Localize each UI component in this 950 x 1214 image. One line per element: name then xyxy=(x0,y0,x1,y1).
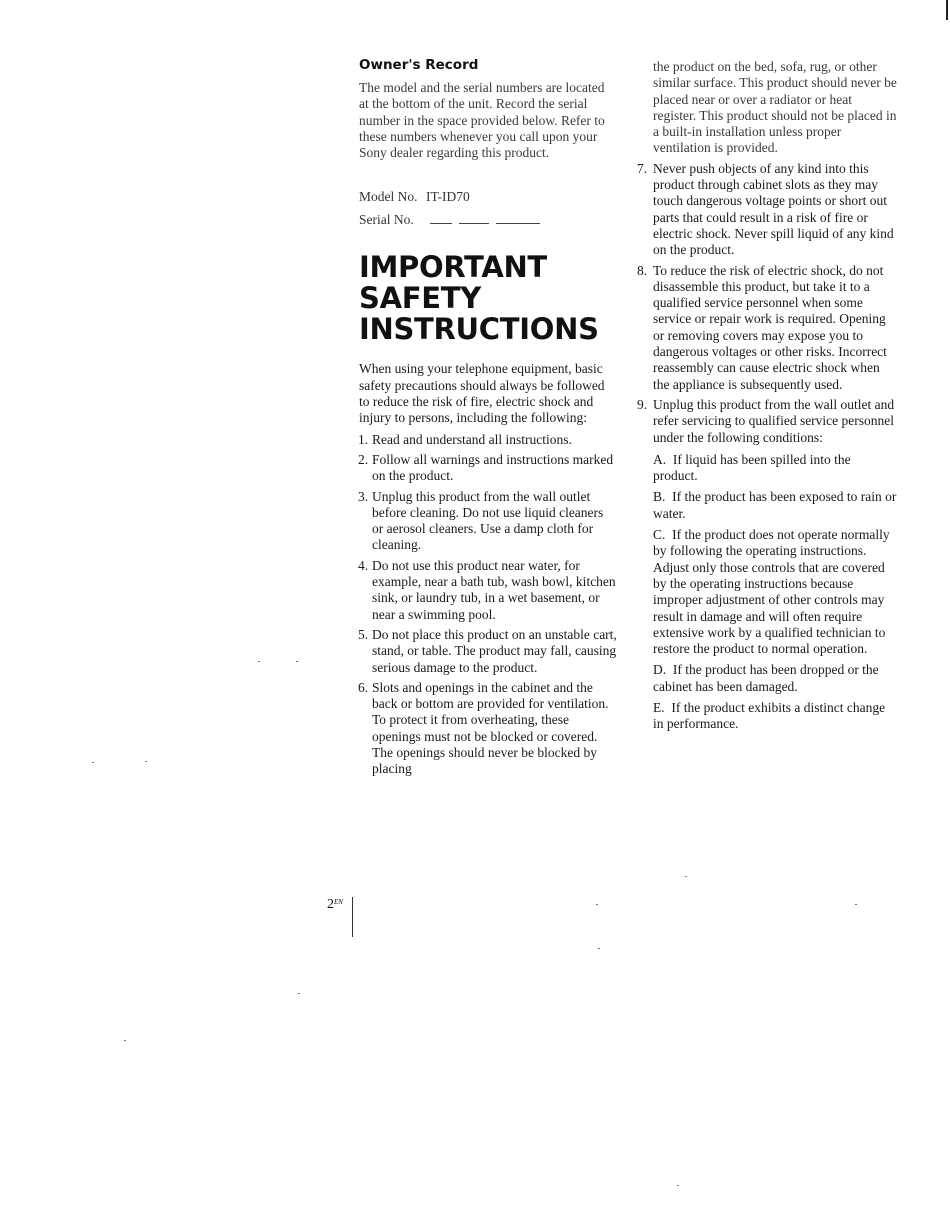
page-edge-mark xyxy=(946,0,948,20)
owners-record-paragraph: The model and the serial numbers are located at the bottom of the unit. Record the serial number in the space provided below. Refer to these numbers whenever you call upon your Sony dealer regarding this product. xyxy=(359,80,605,161)
owners-record-heading: Owner's Record xyxy=(359,57,479,73)
scan-speck xyxy=(298,993,300,994)
intro-paragraph: When using your telephone equipment, basic safety precautions should always be followed to reduce the risk of fire, electric shock and injury to persons, including the following: xyxy=(359,361,605,426)
instruction-item: 2. Follow all warnings and instructions marked on the product. xyxy=(358,451,614,484)
model-number-label: Model No. xyxy=(359,189,418,205)
page-number: $2^{EN}$ xyxy=(327,897,343,912)
instruction-item: 9. Unplug this product from the wall outlet and refer servicing to qualified service personnel under the following conditions: xyxy=(637,396,895,445)
serial-number-blank[interactable] xyxy=(430,212,540,224)
condition-item: C. If the product does not operate normally by following the operating instructions. Adjust only those controls that are covered by the operating instructions because improper adjustment of other controls may result in damage and will often require extensive work by a qualified technician to restore the product to normal operation. xyxy=(653,527,890,657)
instruction-item: 4. Do not use this product near water, for example, near a bath tub, wash bowl, kitchen sink, or laundry tub, in a wet basement, or near a swimming pool. xyxy=(358,557,616,622)
condition-item: A. If liquid has been spilled into the product. xyxy=(653,451,851,484)
page-language-suffix: EN xyxy=(334,898,343,906)
condition-item: E. If the product exhibits a distinct change in performance. xyxy=(653,699,886,732)
title-line-2: SAFETY xyxy=(359,281,481,316)
scan-speck xyxy=(677,1185,679,1186)
title-line-3: INSTRUCTIONS xyxy=(359,312,599,347)
serial-number-line xyxy=(359,212,617,228)
instruction-item: 7. Never push objects of any kind into this product through cabinet slots as they may touch dangerous voltage points or short out parts that could result in a risk of fire or electric shock. Never spill liquid of any kind on the product. xyxy=(637,160,894,258)
record-fields xyxy=(359,189,617,228)
scan-speck xyxy=(145,761,147,762)
instructions-list-left xyxy=(359,432,617,778)
instruction-item: 8. To reduce the risk of electric shock, do not disassemble this product, but take it to a qualified service personnel when some service or repair work is required. Opening or removing covers may expose you to dangerous voltages or other risks. Incorrect reassembly can cause electric shock when the appliance is subsequently used. xyxy=(637,262,887,392)
left-column xyxy=(359,57,617,782)
conditions-list xyxy=(637,452,897,733)
title-line-1: IMPORTANT xyxy=(359,250,547,285)
scan-speck xyxy=(92,762,94,763)
instructions-list-right xyxy=(637,161,897,446)
scan-speck xyxy=(296,661,298,662)
instruction-item: 5. Do not place this product on an unstable cart, stand, or table. The product may fall, causing serious damage to the product. xyxy=(358,626,617,675)
model-number-line xyxy=(359,189,617,205)
item-6-continuation: the product on the bed, sofa, rug, or other similar surface. This product should never be placed near or over a radiator or heat register. This product should not be placed in a built-in installation unless proper ventilation is provided. xyxy=(653,59,897,156)
scan-speck xyxy=(124,1040,126,1041)
condition-item: B. If the product has been exposed to rain or water. xyxy=(653,489,897,521)
scan-speck xyxy=(598,948,600,949)
instruction-item: 3. Unplug this product from the wall outlet before cleaning. Do not use liquid cleaners or aerosol cleaners. Use a damp cloth for cleaning. xyxy=(358,488,604,553)
right-column xyxy=(637,59,897,738)
serial-number-label: Serial No. xyxy=(359,212,414,228)
scan-speck xyxy=(685,876,687,877)
model-number-value: IT-ID70 xyxy=(426,189,470,205)
instruction-item: 6. Slots and openings in the cabinet and the back or bottom are provided for ventilation. To protect it from overheating, these openings must not be blocked or covered. The openings should never be blocked by placing xyxy=(358,679,609,777)
instruction-item: 1. Read and understand all instructions. xyxy=(358,431,572,447)
page-number-rule xyxy=(352,897,353,937)
scan-speck xyxy=(855,904,857,905)
scan-speck xyxy=(258,661,260,662)
scan-speck xyxy=(596,904,598,905)
main-title xyxy=(359,252,617,345)
condition-item: D. If the product has been dropped or the cabinet has been damaged. xyxy=(653,662,879,694)
